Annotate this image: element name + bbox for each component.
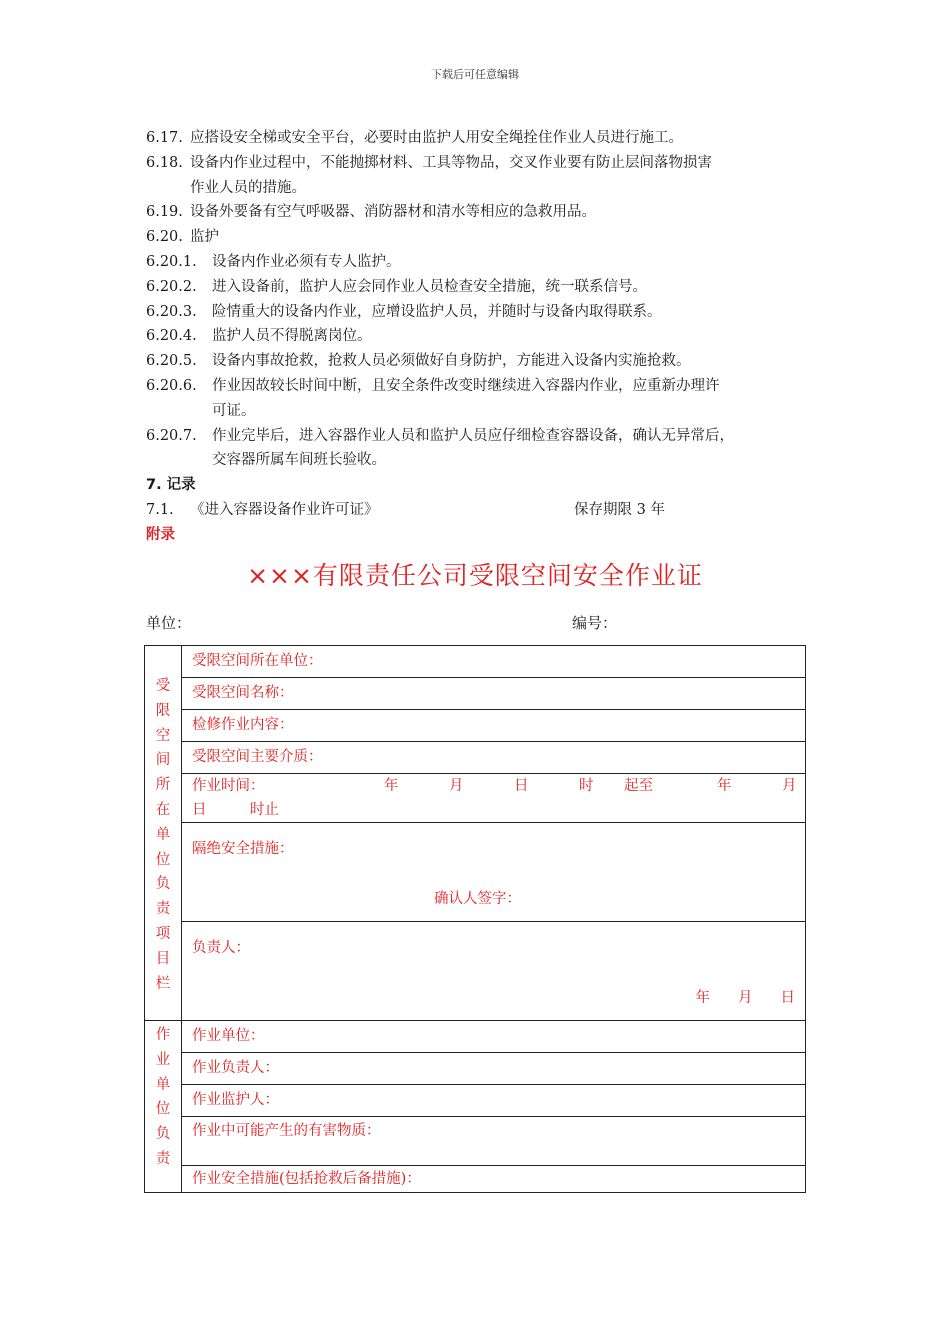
time-line-1 <box>192 774 795 798</box>
field-main-medium[interactable]: 受限空间主要介质： <box>182 742 806 774</box>
section-label-char: 所 <box>155 777 171 794</box>
clause-number: 6.19. <box>146 204 183 221</box>
appendix-label: 附录 <box>146 526 175 543</box>
record-number: 7.1. <box>146 501 174 518</box>
record-retention: 保存期限 3 年 <box>574 501 665 518</box>
sub-clause <box>146 324 826 349</box>
section-label-work-unit <box>145 1021 182 1193</box>
sub-clause-number: 6.20.6. <box>146 377 197 394</box>
clause <box>146 126 826 151</box>
time-line-2 <box>192 798 795 822</box>
clause-number: 6.18. <box>146 154 183 171</box>
form-title: ×××有限责任公司受限空间安全作业证 <box>247 561 703 590</box>
section-label-char: 负 <box>155 876 171 893</box>
sub-clause-number: 6.20.4. <box>146 328 197 345</box>
time-hour-start: 时 <box>579 778 594 794</box>
field-work-supervisor[interactable]: 作业监护人： <box>182 1085 806 1117</box>
sub-clause-number: 6.20.7. <box>146 427 197 444</box>
number-label: 编号： <box>572 614 618 632</box>
clause <box>146 225 826 250</box>
date-line <box>668 986 796 1007</box>
field-isolation-measures[interactable] <box>182 823 806 922</box>
time-year-end: 年 <box>717 778 732 794</box>
section-label-char: 位 <box>155 851 171 868</box>
sub-clause-text: 设备内作业必须有专人监护。 <box>212 253 401 270</box>
section-label-char: 限 <box>155 702 171 719</box>
sub-clause-text: 进入设备前，监护人应会同作业人员检查安全措施，统一联系信号。 <box>212 278 647 295</box>
document-body <box>146 126 826 548</box>
time-year-start: 年 <box>384 778 399 794</box>
sub-clause-number: 6.20.2. <box>146 278 197 295</box>
time-month-end: 月 <box>782 778 797 794</box>
date-year: 年 <box>695 990 710 1006</box>
responsible-label: 负责人： <box>192 940 250 956</box>
sub-clause-text: 作业因故较长时间中断，且安全条件改变时继续进入容器内作业，应重新办理许 <box>212 377 720 394</box>
field-work-time[interactable] <box>182 774 806 823</box>
sub-clause <box>146 424 826 449</box>
section-label-char: 负 <box>155 1126 171 1143</box>
sub-clause-text: 险情重大的设备内作业，应增设监护人员，并随时与设备内取得联系。 <box>212 303 662 320</box>
section-label-char: 项 <box>155 925 171 942</box>
sub-clause <box>146 349 826 374</box>
record-item <box>146 498 826 523</box>
clause-number: 6.20. <box>146 229 183 246</box>
sub-clause-number: 6.20.3. <box>146 303 197 320</box>
field-space-name[interactable]: 受限空间名称： <box>182 678 806 710</box>
section-label-char: 目 <box>155 950 171 967</box>
field-responsible-person[interactable] <box>182 922 806 1021</box>
time-day-start: 日 <box>514 778 529 794</box>
sub-clause-text: 监护人员不得脱离岗位。 <box>212 328 372 345</box>
clause <box>146 151 826 176</box>
clause-text: 设备外要备有空气呼吸器、消防器材和清水等相应的急救用品。 <box>190 204 596 221</box>
sub-clause-number: 6.20.5. <box>146 353 197 370</box>
time-from-to: 起至 <box>624 778 653 794</box>
sub-clause-number: 6.20.1. <box>146 253 197 270</box>
clause-text: 应搭设安全梯或安全平台，必要时由监护人用安全绳拴住作业人员进行施工。 <box>190 130 683 146</box>
section-label-char: 位 <box>155 1101 171 1118</box>
section-label-char: 受 <box>155 678 171 694</box>
header-note: 下载后可任意编辑 <box>431 68 519 81</box>
sub-clause <box>146 300 826 325</box>
section-label-space-unit <box>145 646 182 1021</box>
section-label-char: 责 <box>155 1150 171 1167</box>
sub-clause <box>146 275 826 300</box>
field-work-content[interactable]: 检修作业内容： <box>182 710 806 742</box>
unit-label: 单位： <box>146 614 192 632</box>
records-heading: 7. 记录 <box>146 477 196 494</box>
clause-text: 设备内作业过程中，不能抛掷材料、工具等物品，交叉作业要有防止层间落物损害 <box>190 154 712 171</box>
record-name: 《进入容器设备作业许可证》 <box>190 501 379 518</box>
field-safety-measures[interactable]: 作业安全措施(包括抢救后备措施)： <box>182 1166 806 1193</box>
field-work-leader[interactable]: 作业负责人： <box>182 1053 806 1085</box>
section-label-char: 栏 <box>155 975 171 992</box>
sub-clause-continuation: 可证。 <box>212 402 256 419</box>
section-label-char: 在 <box>155 801 171 818</box>
section-label-char: 间 <box>155 752 171 769</box>
clause <box>146 200 826 225</box>
sub-clause <box>146 374 826 399</box>
clause-text: 监护 <box>190 229 219 246</box>
section-label-char: 业 <box>155 1051 171 1068</box>
sub-clause-text: 作业完毕后，进入容器作业人员和监护人员应仔细检查容器设备，确认无异常后， <box>212 427 734 444</box>
field-work-unit[interactable]: 作业单位： <box>182 1021 806 1053</box>
isolation-label: 隔绝安全措施： <box>192 841 294 857</box>
confirmer-signature-label: 确认人签字： <box>434 891 521 907</box>
sub-clause-text: 设备内事故抢救，抢救人员必须做好自身防护，方能进入设备内实施抢救。 <box>212 353 691 370</box>
section-label-char: 单 <box>155 826 171 843</box>
field-hazardous-substances[interactable]: 作业中可能产生的有害物质： <box>182 1117 806 1166</box>
date-day: 日 <box>780 990 795 1006</box>
section-label-char: 单 <box>155 1076 171 1093</box>
time-label: 作业时间： <box>192 778 265 794</box>
clause-continuation: 作业人员的措施。 <box>190 179 306 196</box>
clause-number: 6.17. <box>146 130 183 146</box>
date-month: 月 <box>738 990 753 1006</box>
time-month-start: 月 <box>449 778 464 794</box>
sub-clause <box>146 250 826 275</box>
time-hour-end: 时止 <box>250 802 279 818</box>
field-space-unit[interactable]: 受限空间所在单位： <box>182 646 806 678</box>
time-day-end: 日 <box>192 802 207 818</box>
section-label-char: 作 <box>155 1027 171 1043</box>
permit-form-table <box>144 645 806 1193</box>
section-label-char: 责 <box>155 901 171 918</box>
sub-clause-continuation: 交容器所属车间班长验收。 <box>212 452 386 469</box>
section-label-char: 空 <box>155 727 171 744</box>
